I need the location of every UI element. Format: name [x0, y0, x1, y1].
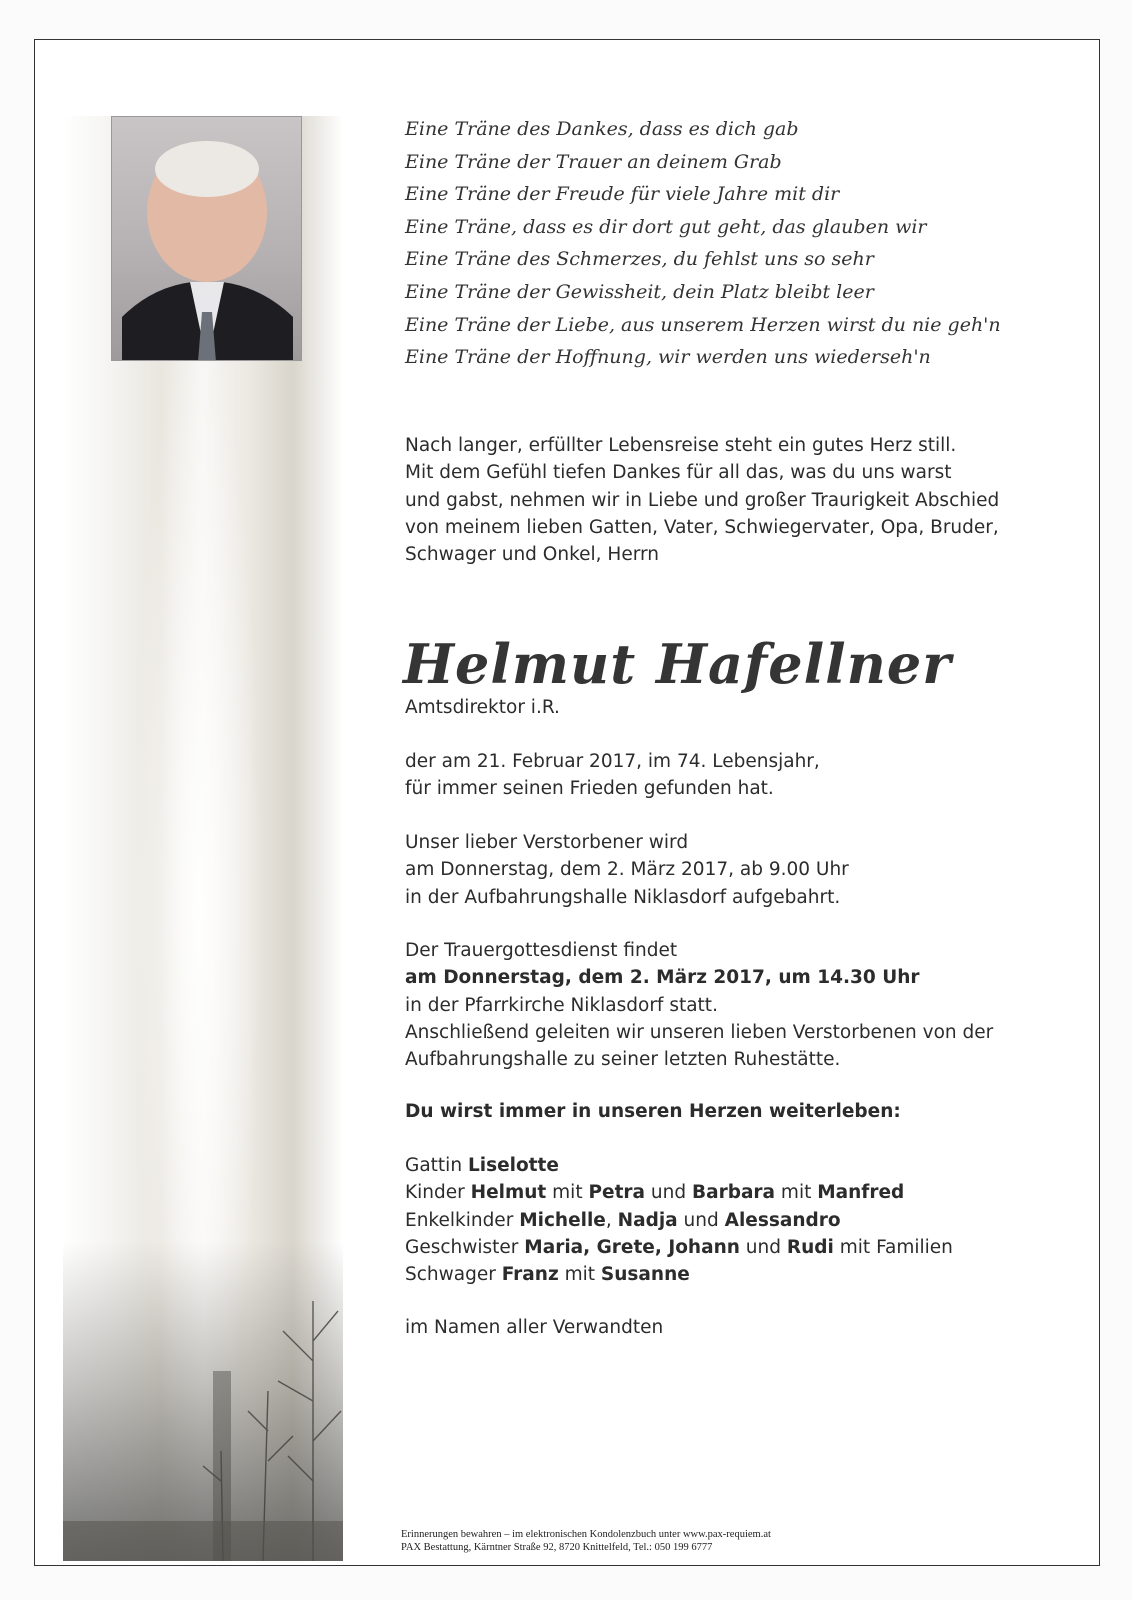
viewing-line: Unser lieber Verstorbener wird: [405, 832, 689, 853]
poem-line: Eine Träne der Gewissheit, dein Platz bleibt leer: [405, 280, 874, 303]
closing-heading: Du wirst immer in unseren Herzen weiterleben:: [405, 1101, 901, 1122]
mourner-line: [405, 1261, 1025, 1288]
viewing-line: am Donnerstag, dem 2. März 2017, ab 9.00 Uhr: [405, 859, 849, 881]
connector-text: mit Familien: [833, 1236, 953, 1258]
mourner-name: Petra: [588, 1182, 646, 1204]
poem-line: Eine Träne der Hoffnung, wir werden uns wiederseh'n: [405, 346, 931, 369]
intro-line: und gabst, nehmen wir in Liebe und großer Traurigkeit Abschied: [405, 489, 1000, 511]
mourner-name: Michelle: [519, 1209, 606, 1231]
poem-line: Eine Träne der Freude für viele Jahre mit dir: [405, 183, 840, 206]
service-info: [405, 937, 1025, 1073]
mourner-name: Barbara: [692, 1182, 776, 1204]
intro-line: Nach langer, erfüllter Lebensreise steht ein gutes Herz still.: [405, 435, 957, 456]
mourners-list: [405, 1152, 1025, 1288]
mourner-line: [405, 1152, 1025, 1179]
connector-text: mit: [775, 1182, 818, 1204]
service-line: Anschließend geleiten wir unseren lieben Verstorbenen von der: [405, 1021, 994, 1043]
connector-text: und: [677, 1209, 725, 1231]
service-line: Der Trauergottesdienst findet: [405, 940, 678, 961]
poem-verses: [405, 113, 1005, 374]
deceased-name: Helmut Hafellner: [403, 632, 952, 696]
mourner-name: Rudi: [786, 1236, 834, 1258]
connector-text: und: [739, 1236, 787, 1258]
viewing-line: in der Aufbahrungshalle Niklasdorf aufgebahrt.: [405, 886, 841, 908]
service-line: Aufbahrungshalle zu seiner letzten Ruhestätte.: [405, 1049, 841, 1071]
tree-silhouette-area: [63, 1241, 343, 1561]
relation-text: Kinder: [405, 1182, 471, 1204]
mourner-line: [405, 1207, 1025, 1234]
connector-text: und: [645, 1182, 692, 1204]
intro-paragraph: [405, 432, 1025, 568]
connector-text: mit: [546, 1182, 589, 1204]
signoff: im Namen aller Verwandten: [405, 1317, 664, 1338]
connector-text: mit: [558, 1264, 601, 1286]
mourner-name: Helmut: [470, 1182, 547, 1204]
intro-line: von meinem lieben Gatten, Vater, Schwiegervater, Opa, Bruder,: [405, 516, 999, 538]
mourner-name: Maria, Grete, Johann: [524, 1236, 740, 1258]
viewing-info: [405, 829, 1025, 911]
death-notice-line: der am 21. Februar 2017, im 74. Lebensjahr,: [405, 751, 820, 772]
footer-line: Erinnerungen bewahren – im elektronischen Kondolenzbuch unter www.pax-requiem.at: [401, 1529, 771, 1540]
mourner-name: Susanne: [600, 1264, 690, 1286]
relation-text: Enkelkinder: [405, 1209, 520, 1231]
intro-line: Schwager und Onkel, Herrn: [405, 544, 659, 566]
poem-line: Eine Träne, dass es dir dort gut geht, das glauben wir: [405, 215, 927, 238]
mourner-name: Manfred: [817, 1182, 905, 1204]
service-line: in der Pfarrkirche Niklasdorf statt.: [405, 994, 718, 1016]
relation-text: Geschwister: [405, 1236, 525, 1258]
relation-text: Gattin: [405, 1155, 468, 1176]
death-notice-line: für immer seinen Frieden gefunden hat.: [405, 778, 774, 800]
mourner-name: Liselotte: [467, 1155, 559, 1176]
death-notice: [405, 748, 1025, 803]
mourner-name: Franz: [501, 1264, 559, 1286]
service-date: am Donnerstag, dem 2. März 2017, um 14.30 Uhr: [405, 967, 920, 989]
intro-line: Mit dem Gefühl tiefen Dankes für all das, was du uns warst: [405, 462, 952, 484]
poem-line: Eine Träne der Trauer an deinem Grab: [405, 150, 782, 173]
tree-silhouette-icon: [63, 1241, 343, 1561]
mourner-name: Alessandro: [724, 1209, 841, 1231]
deceased-portrait-photo: [111, 116, 302, 361]
mourner-line: [405, 1234, 1025, 1261]
deceased-title: Amtsdirektor i.R.: [405, 697, 560, 718]
footer-line: PAX Bestattung, Kärntner Straße 92, 8720 Knittelfeld, Tel.: 050 199 6777: [401, 1542, 713, 1553]
poem-line: Eine Träne der Liebe, aus unserem Herzen wirst du nie geh'n: [405, 313, 1001, 336]
connector-text: ,: [605, 1209, 618, 1231]
relation-text: Schwager: [405, 1264, 502, 1286]
poem-line: Eine Träne des Schmerzes, du fehlst uns so sehr: [405, 248, 874, 271]
footer: [401, 1528, 771, 1554]
mourner-line: [405, 1179, 1025, 1206]
mourner-name: Nadja: [617, 1209, 678, 1231]
poem-line: Eine Träne des Dankes, dass es dich gab: [405, 118, 799, 140]
